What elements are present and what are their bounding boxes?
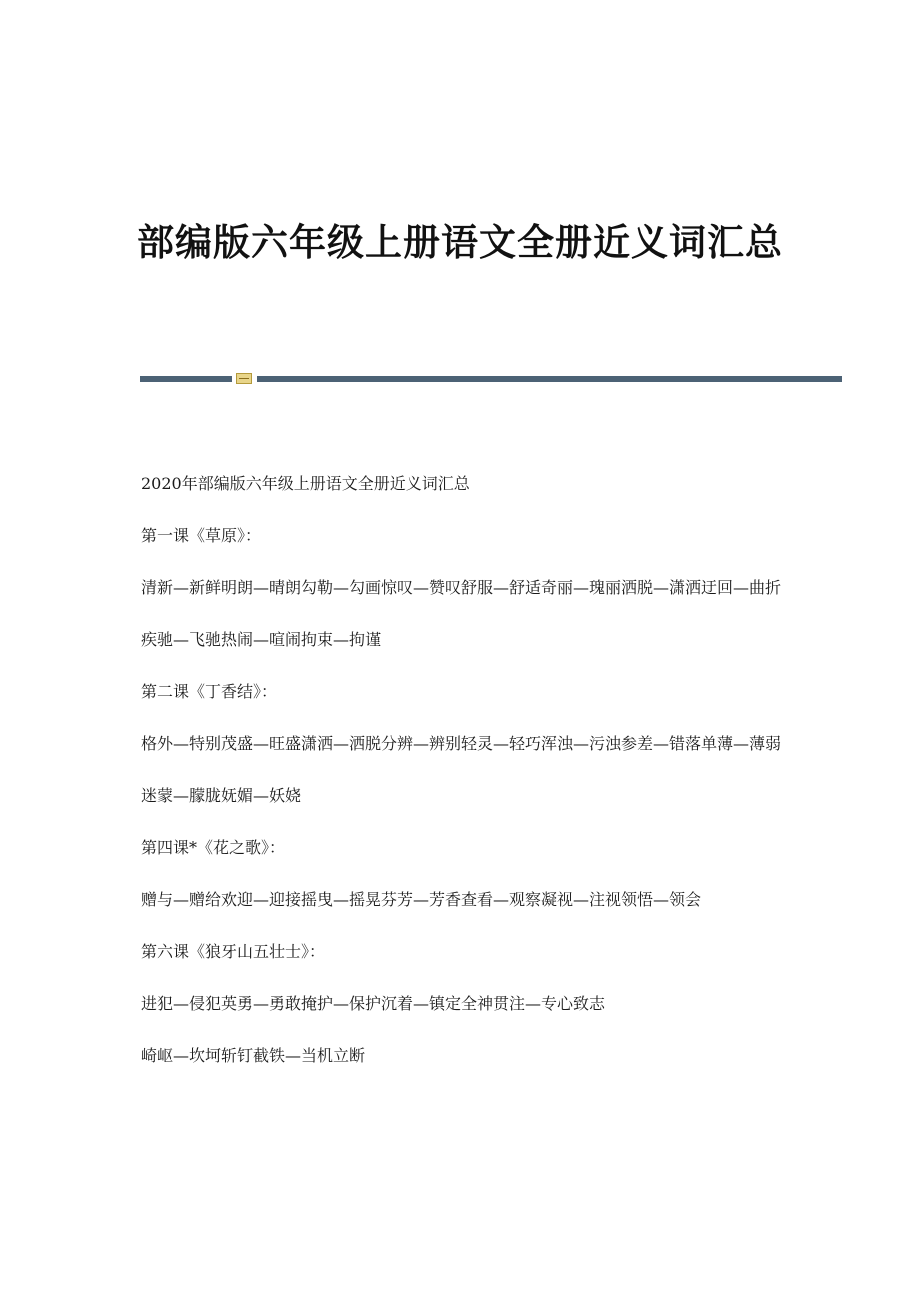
divider-emblem-icon [236,373,252,384]
lesson-heading-6: 第六课《狼牙山五壮士》： [141,942,326,961]
synonym-list-4: 赠与—赠给欢迎—迎接摇曳—摇晃芬芳—芳香查看—观察凝视—注视领悟—领会 [141,890,702,909]
lesson-heading-4: 第四课*《花之歌》： [141,838,286,857]
lesson-heading-2: 第二课《丁香结》： [141,682,278,701]
title-divider [140,373,842,383]
synonym-list-2: 格外—特别茂盛—旺盛潇洒—洒脱分辨—辨别轻灵—轻巧浑浊—污浊参差—错落单薄—薄弱迷蒙—朦胧妩媚—妖娆 [141,734,782,805]
synonym-list-1: 清新—新鲜明朗—晴朗勾勒—勾画惊叹—赞叹舒服—舒适奇丽—瑰丽洒脱—潇洒迂回—曲折疾驰—飞驰热闹—喧闹拘束—拘谨 [141,578,782,649]
page-title: 部编版六年级上册语文全册近义词汇总 [137,220,783,264]
synonym-list-6-a: 进犯—侵犯英勇—勇敢掩护—保护沉着—镇定全神贯注—专心致志 [141,994,606,1013]
divider-bar-right [257,376,842,382]
document-body [141,470,781,1094]
lesson-heading-1: 第一课《草原》： [141,526,262,545]
synonym-list-6-b: 崎岖—坎坷斩钉截铁—当机立断 [141,1046,366,1065]
subtitle-paragraph: 2020年部编版六年级上册语文全册近义词汇总 [141,474,470,493]
divider-bar-left [140,376,232,382]
